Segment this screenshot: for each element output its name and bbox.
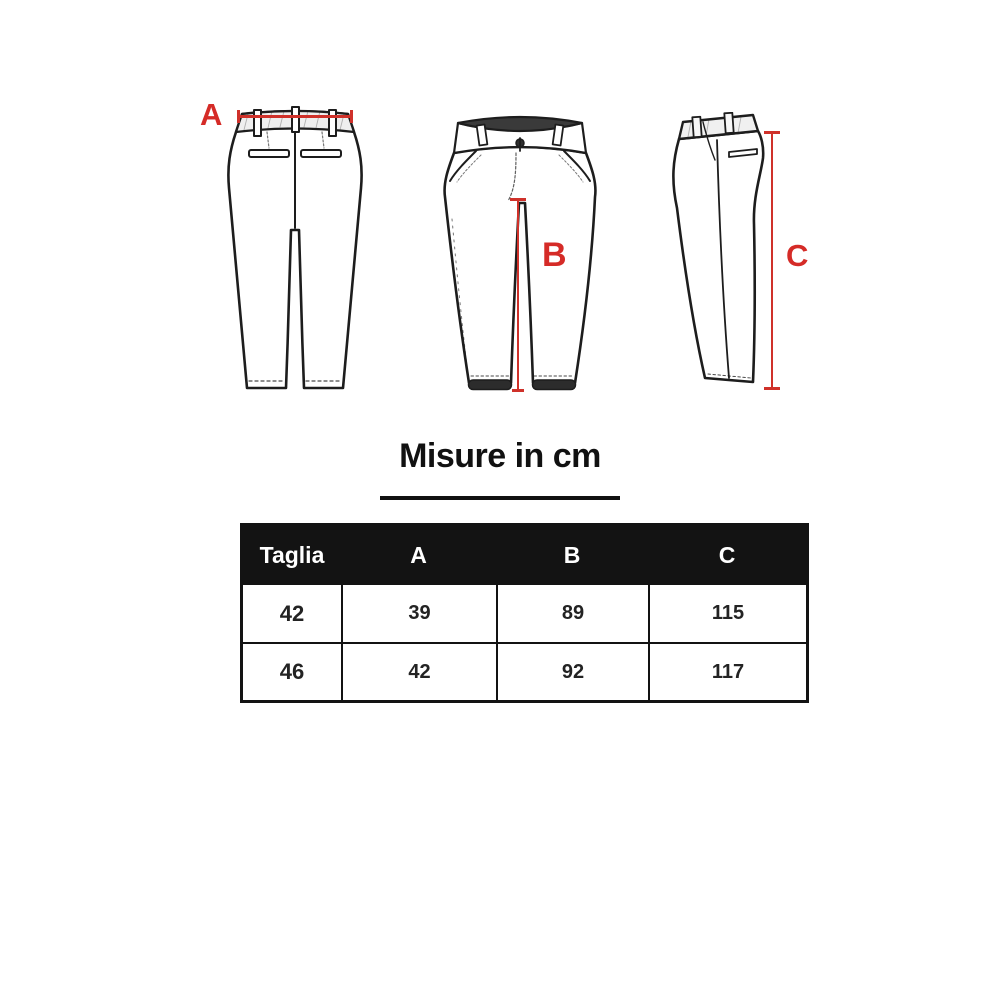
title-underline xyxy=(380,496,620,500)
header-cell-b: B xyxy=(496,526,648,585)
measure-line-a-right-tick xyxy=(350,110,353,123)
page-title: Misure in cm xyxy=(399,437,601,475)
measure-line-b-top-cap xyxy=(510,198,526,201)
table-cell-size-42: 42 xyxy=(279,600,305,626)
pants-back-view-figure xyxy=(222,104,368,402)
header-cell-c: C xyxy=(648,526,806,585)
measure-line-c-bottom-cap xyxy=(764,387,780,390)
header-cell-a: A xyxy=(341,526,496,585)
measure-line-b-bar xyxy=(517,198,520,392)
measure-line-a xyxy=(237,110,353,123)
size-table xyxy=(240,523,809,703)
measure-line-b xyxy=(510,198,526,392)
table-cell-42-b: 89 xyxy=(496,585,648,642)
pants-side-view-figure xyxy=(663,112,775,400)
measure-line-a-left-tick xyxy=(237,110,240,123)
measure-line-c-bar xyxy=(771,131,774,390)
measure-line-a-bar xyxy=(237,115,353,118)
table-cell-size-46: 46 xyxy=(243,642,341,700)
measure-label-b: B xyxy=(542,236,567,274)
measure-line-b-bottom-cap xyxy=(512,389,524,392)
pants-back-view-drawing xyxy=(222,104,368,402)
table-cell-46-c: 117 xyxy=(648,642,806,700)
measure-line-c xyxy=(764,131,780,390)
pants-side-view-drawing xyxy=(663,112,775,400)
table-cell-46-b: 92 xyxy=(496,642,648,700)
measure-label-a: A xyxy=(200,97,223,132)
table-cell-42-c: 115 xyxy=(648,585,806,642)
measure-line-c-top-cap xyxy=(764,131,780,134)
measure-label-c: C xyxy=(786,238,809,273)
table-cell-42-a: 39 xyxy=(341,585,496,642)
table-cell-46-a: 42 xyxy=(341,642,496,700)
header-cell-taglia: Taglia xyxy=(243,526,341,585)
